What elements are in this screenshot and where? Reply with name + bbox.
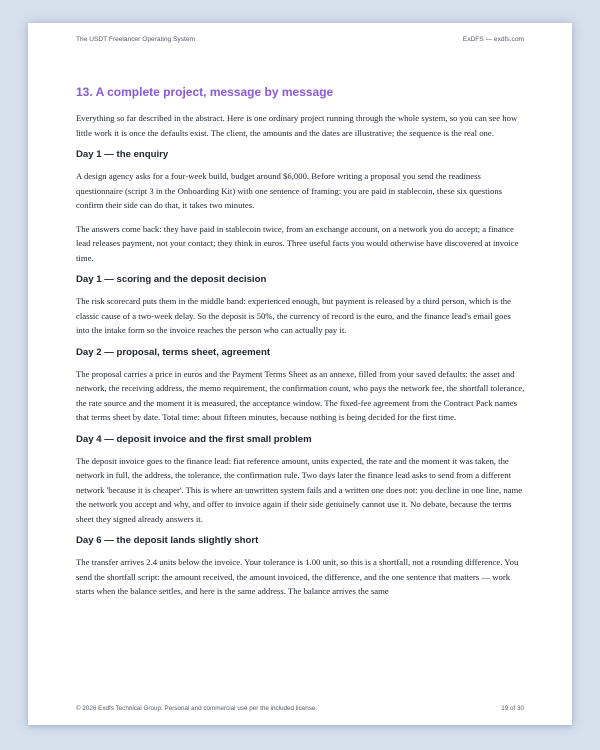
running-header xyxy=(76,36,524,43)
day-paragraph: The risk scorecard puts them in the middle band: experienced enough, but payment is released by a third person, which is the classic cause of a two-week delay. So the deposit is 50%, the currency of record is the euro, and the finance lead's email goes into the intake form so the invoice reaches the person who can actually pay it. xyxy=(76,296,511,335)
day-heading: Day 2 — proposal, terms sheet, agreement xyxy=(76,346,271,358)
section-intro: Everything so far described in the abstract. Here is one ordinary project running through the whole system, so you can see how little work it is once the defaults exist. The client, the amounts and the dates are illustrative; the sequence is the real one. xyxy=(76,113,518,138)
day-paragraph: The transfer arrives 2.4 units below the invoice. Your tolerance is 1.00 unit, so this is a shortfall, not a rounding difference. You send the shortfall script: the amount received, the amount invoiced, the difference, and the one sentence that matters — work starts when the balance settles, and here is the same address. The balance arrives the same xyxy=(76,557,519,596)
page-number: 19 of 30 xyxy=(501,705,524,712)
day-heading: Day 1 — the enquiry xyxy=(76,149,169,160)
day-heading: Day 4 — deposit invoice and the first small problem xyxy=(76,433,312,445)
day-paragraph: The proposal carries a price in euros and the Payment Terms Sheet as an annexe, filled from your saved defaults: the asset and network, the receiving address, the memo requirement, the confirmation count, who pays the network fee, the shortfall tolerance, the rate source and the moment it is measured, the acceptance window. The fixed-fee agreement from the Contract Pack names that terms sheet by date. Total time: about fifteen minutes, because nothing is being decided for the first time. xyxy=(76,368,525,422)
day-paragraph: A design agency asks for a four-week build, budget around $6,000. Before writing a proposal you send the readiness questionnaire (script 3 in the Onboarding Kit) with one sentence of framing: you are paid in stablecoin, these six questions confirm their side can do that, it takes two minutes. xyxy=(76,171,503,210)
day-heading: Day 6 — the deposit lands slightly short xyxy=(76,535,259,546)
copyright-notice: © 2026 Exdfs Technical Group. Personal and commercial use per the included license. xyxy=(76,705,318,712)
day-paragraph: The deposit invoice goes to the finance lead: fiat reference amount, units expected, the rate and the moment it was taken, the network in full, the address, the tolerance, the confirmation rule. Two days later the finance lead asks to send from a different network 'because it is cheaper'. This is where an unwritten system fails and a written one does not: you decline in one line, name the network you accept and why, and offer to invoice again if their side genuinely cannot use it. No debate, because the terms sheet they signed already answers it. xyxy=(76,455,523,524)
running-footer xyxy=(76,705,524,712)
day-heading: Day 1 — scoring and the deposit decision xyxy=(76,274,267,285)
page-content xyxy=(76,85,526,608)
section-title: 13. A complete project, message by message xyxy=(76,85,334,99)
header-document-title: The USDT Freelancer Operating System xyxy=(76,36,195,43)
document-page xyxy=(28,23,572,725)
header-site-credit: ExDFS — exdfs.com xyxy=(462,36,524,43)
day-paragraph: The answers come back: they have paid in stablecoin twice, from an exchange account, on a network you do accept; a finance lead releases payment, not your contact; they think in euros. Three useful facts you would otherwise have discovered at invoice time. xyxy=(76,223,519,263)
